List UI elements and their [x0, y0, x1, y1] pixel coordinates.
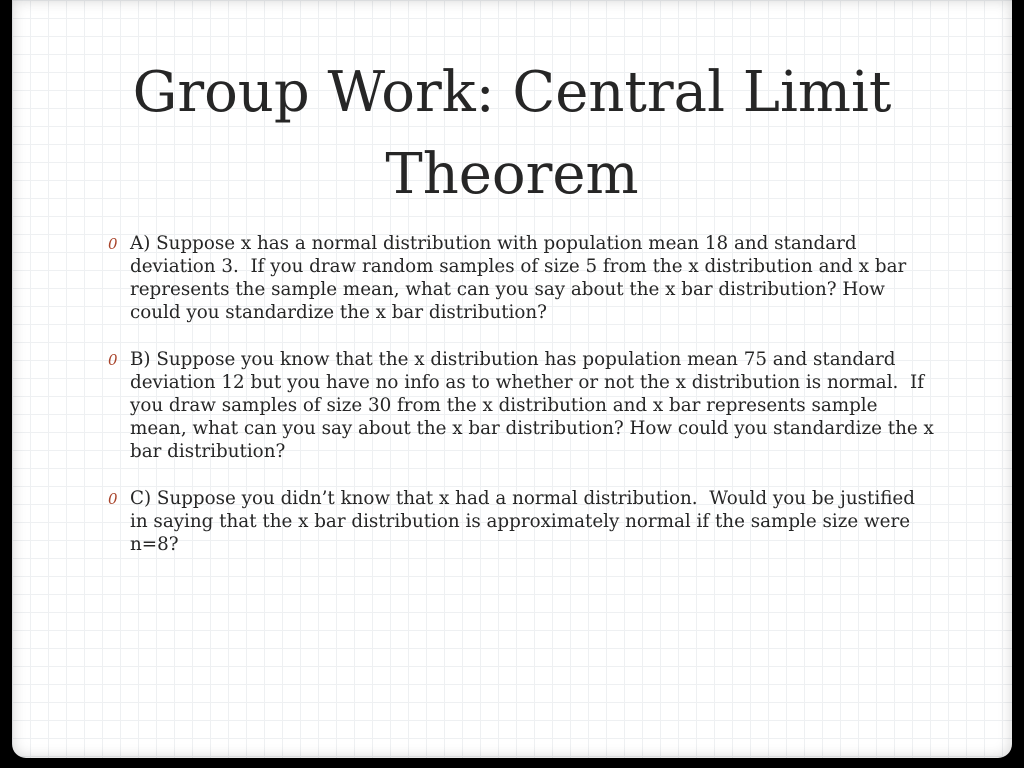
- bullet-text-b: B) Suppose you know that the x distribution has population mean 75 and standard deviation 12 but you have no info as to whether or not the x distribution is normal. If you draw samples of size 30 from the x distribution and x bar represents sample mean, what can you say about the x bar distribution? How could you standardize the x bar distribution?: [130, 349, 940, 462]
- bullet-item-c: [108, 487, 938, 556]
- bullet-list: [108, 232, 938, 580]
- slide-title: Group Work: Central Limit Theorem: [132, 60, 892, 207]
- bullet-item-a: [108, 232, 938, 324]
- bullet-text-c: C) Suppose you didn’t know that x had a normal distribution. Would you be justified in saying that the x bar distribution is approximately normal if the sample size were n=8?: [130, 488, 921, 555]
- bullet-marker-icon: 0: [108, 351, 118, 369]
- slide: [12, 0, 1012, 758]
- bullet-text-a: A) Suppose x has a normal distribution with population mean 18 and standard deviation 3. If you draw random samples of size 5 from the x distribution and x bar represents the sample mean, what can you say about the x bar distribution? How could you standardize the x bar distribution?: [130, 233, 913, 323]
- bullet-item-b: [108, 348, 938, 463]
- bullet-marker-icon: 0: [108, 490, 118, 508]
- bullet-marker-icon: 0: [108, 235, 118, 253]
